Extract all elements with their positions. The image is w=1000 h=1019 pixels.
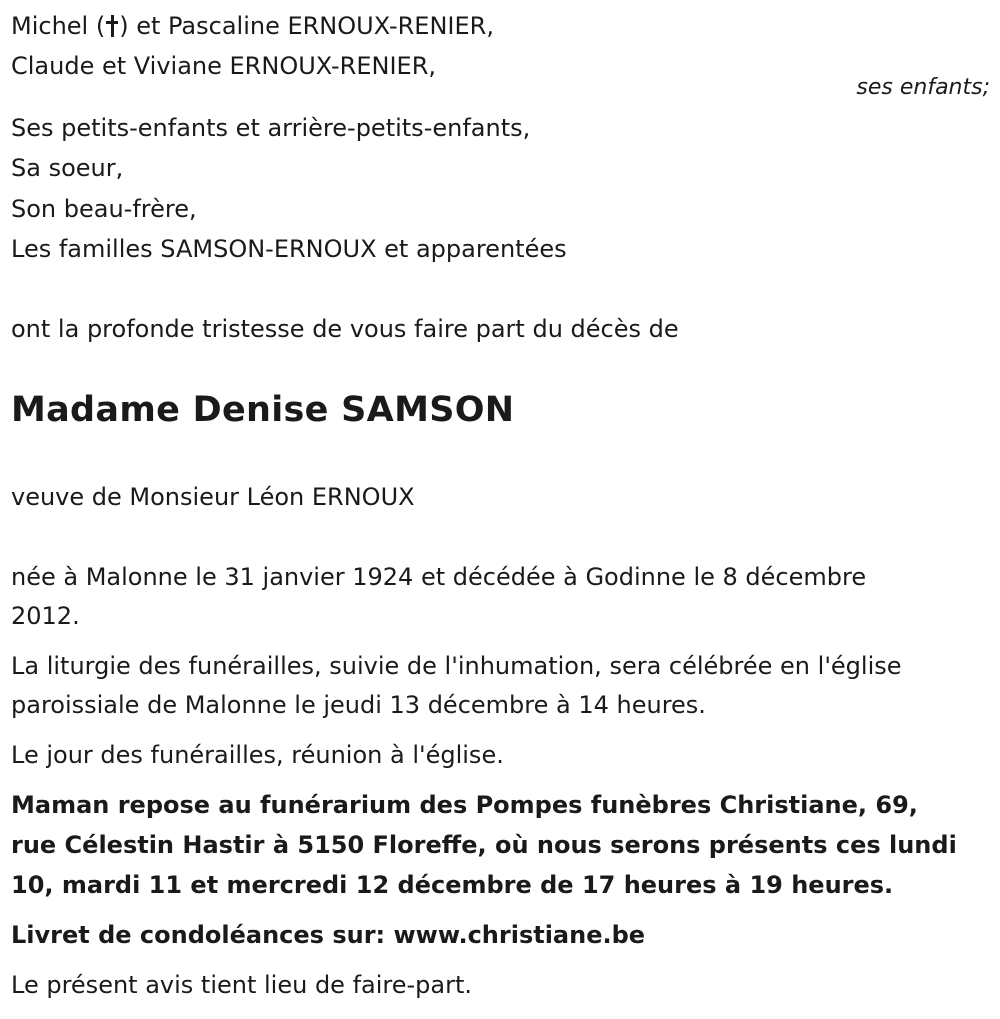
family-line-grandchildren: Ses petits-enfants et arrière-petits-enfants, xyxy=(11,114,531,142)
birth-death-line-2: 2012. xyxy=(11,602,80,630)
funerarium-line-3: 10, mardi 11 et mercredi 12 décembre de 17 heures à 19 heures. xyxy=(11,871,894,899)
closing-line: Le présent avis tient lieu de faire-part. xyxy=(11,971,473,999)
family-line-sister: Sa soeur, xyxy=(11,154,124,182)
family-line-brother-in-law: Son beau-frère, xyxy=(11,195,197,223)
funerarium-line-2: rue Célestin Hastir à 5150 Floreffe, où nous serons présents ces lundi xyxy=(11,831,957,859)
latin-cross-icon xyxy=(106,15,118,37)
liturgy-line-2: paroissiale de Malonne le jeudi 13 décembre à 14 heures. xyxy=(11,691,706,719)
family-line-michel-pascaline xyxy=(11,6,494,46)
reunion-line: Le jour des funérailles, réunion à l'église. xyxy=(11,741,504,769)
funerarium-line-1: Maman repose au funérarium des Pompes funèbres Christiane, 69, xyxy=(11,791,918,819)
family-line1-before-cross: Michel ( xyxy=(11,12,106,40)
announcement-intro: ont la profonde tristesse de vous faire part du décès de xyxy=(11,315,679,343)
birth-death-line-1: née à Malonne le 31 janvier 1924 et décédée à Godinne le 8 décembre xyxy=(11,563,867,591)
children-role-label: ses enfants; xyxy=(856,75,990,100)
widow-of-line: veuve de Monsieur Léon ERNOUX xyxy=(11,483,415,511)
deceased-name: Madame Denise SAMSON xyxy=(11,390,515,430)
family-line-claude-viviane: Claude et Viviane ERNOUX-RENIER, xyxy=(11,52,437,80)
family-line-families: Les familles SAMSON-ERNOUX et apparentées xyxy=(11,235,567,263)
condolences-line: Livret de condoléances sur: www.christiane.be xyxy=(11,921,646,949)
liturgy-line-1: La liturgie des funérailles, suivie de l'inhumation, sera célébrée en l'église xyxy=(11,652,902,680)
family-line1-after-cross: ) et Pascaline ERNOUX-RENIER, xyxy=(119,12,494,40)
